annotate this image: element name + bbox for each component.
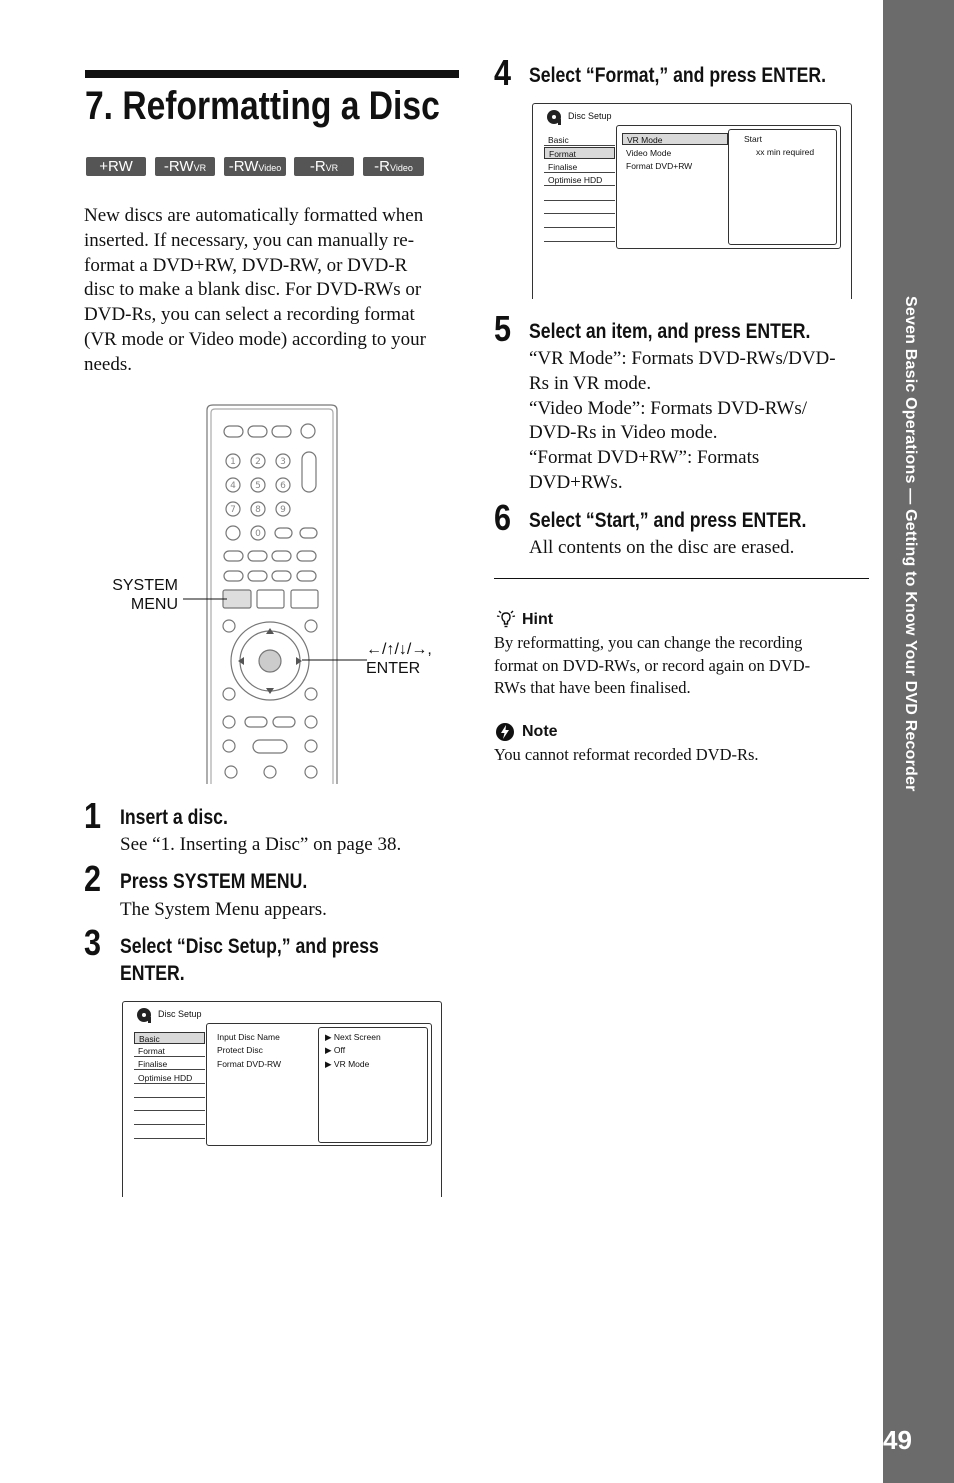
item-protect-disc: Protect Disc: [217, 1045, 263, 1055]
lightbulb-icon: [495, 610, 517, 630]
item-format-dvd-plus-rw: Format DVD+RW: [626, 161, 693, 171]
hint-text: By reformatting, you can change the recording format on DVD-RWs, or record again on DVD- RWs that have been finalised.: [494, 633, 811, 697]
intro-paragraph: New discs are automatically formatted when inserted. If necessary, you can manually re- format a DVD+RW, DVD-RW, or DVD-R disc to make a blank disc. For DVD-RWs or DVD-Rs, you can select a recording format (VR mode or Video mode) according to your needs.: [84, 205, 427, 375]
step-1-desc: See “1. Inserting a Disc” on page 38.: [120, 834, 402, 855]
page-number: 49: [883, 1425, 912, 1455]
badge-minus-r-vr: -RVR: [294, 157, 354, 176]
disc-setup-screen-format: [532, 103, 853, 298]
step-3-heading: Select “Disc Setup,” and press ENTER.: [120, 935, 379, 985]
sub-time-required: xx min required: [756, 147, 815, 157]
badge-minus-rw-video: -RWVideo: [224, 157, 286, 176]
step-5-desc: “VR Mode”: Formats DVD-RWs/DVD- Rs in VR mode. “Video Mode”: Formats DVD-RWs/ DVD-Rs in Video mode. “Format DVD+RW”: Formats DVD+RWs.: [529, 348, 836, 493]
step-3-number: 3: [84, 922, 102, 963]
step-6-desc: All contents on the disc are erased.: [529, 537, 795, 558]
key-8: 8: [255, 505, 261, 515]
step-5-heading: Select an item, and press ENTER.: [529, 320, 811, 343]
key-4: 4: [230, 481, 236, 491]
page-title: 7. Reformatting a Disc: [85, 84, 440, 128]
side-tab-text: Seven Basic Operations — Getting to Know Your DVD Recorder: [902, 296, 919, 792]
item-input-disc-name: Input Disc Name: [217, 1032, 280, 1042]
side-tab: [883, 0, 954, 1483]
callout-lines: [180, 590, 370, 670]
menu-item-finalise: Finalise: [544, 161, 615, 173]
step-1-heading: Insert a disc.: [120, 806, 228, 829]
callout-arrows-enter: ←/↑/↓/→, ENTER: [366, 641, 432, 677]
step-6-heading: Select “Start,” and press ENTER.: [529, 509, 807, 532]
disc-icon: [546, 109, 564, 127]
sub-start: Start: [744, 134, 762, 144]
screen-title: Disc Setup: [568, 111, 612, 121]
note-icon: [495, 722, 515, 742]
key-1: 1: [230, 457, 236, 467]
badge-minus-r-video: -RVideo: [363, 157, 424, 176]
step-2-desc: The System Menu appears.: [120, 899, 327, 920]
key-7: 7: [230, 505, 236, 515]
title-rule: [85, 70, 459, 78]
item-format-dvd-rw: Format DVD-RW: [217, 1059, 282, 1069]
step-4-number: 4: [494, 52, 512, 93]
section-divider: [494, 578, 869, 579]
item-video-mode: Video Mode: [626, 148, 672, 158]
badge-minus-rw-vr: -RWVR: [155, 157, 215, 176]
step-2-heading: Press SYSTEM MENU.: [120, 870, 308, 893]
note-text: You cannot reformat recorded DVD-Rs.: [494, 745, 759, 764]
menu-item-format: Format: [544, 147, 615, 159]
item-vr-mode: VR Mode: [622, 133, 728, 145]
key-5: 5: [255, 481, 261, 491]
callout-system-menu: SYSTEM MENU: [112, 577, 178, 613]
step-5-number: 5: [494, 308, 512, 349]
menu-item-basic: Basic: [134, 1032, 205, 1044]
menu-item-format: Format: [134, 1045, 205, 1057]
menu-item-finalise: Finalise: [134, 1058, 205, 1070]
disc-setup-screen-basic: [122, 1001, 443, 1196]
badge-plus-rw: +RW: [86, 157, 146, 176]
step-1-number: 1: [84, 795, 102, 836]
menu-item-optimise-hdd: Optimise HDD: [544, 174, 615, 186]
step-4-heading: Select “Format,” and press ENTER.: [529, 64, 827, 87]
disc-icon: [136, 1007, 154, 1025]
step-6-number: 6: [494, 497, 512, 538]
key-0: 0: [255, 529, 261, 539]
value-vr-mode: ▶ VR Mode: [325, 1059, 370, 1069]
step-2-number: 2: [84, 858, 102, 899]
note-label: Note: [522, 723, 558, 740]
value-next-screen: ▶ Next Screen: [325, 1032, 381, 1042]
key-2: 2: [255, 457, 261, 467]
menu-item-basic: Basic: [544, 134, 615, 146]
key-6: 6: [280, 481, 286, 491]
hint-label: Hint: [522, 611, 554, 628]
value-off: ▶ Off: [325, 1045, 346, 1055]
menu-item-optimise-hdd: Optimise HDD: [134, 1072, 205, 1084]
key-3: 3: [280, 457, 286, 467]
key-9: 9: [280, 505, 286, 515]
screen-title: Disc Setup: [158, 1009, 202, 1019]
